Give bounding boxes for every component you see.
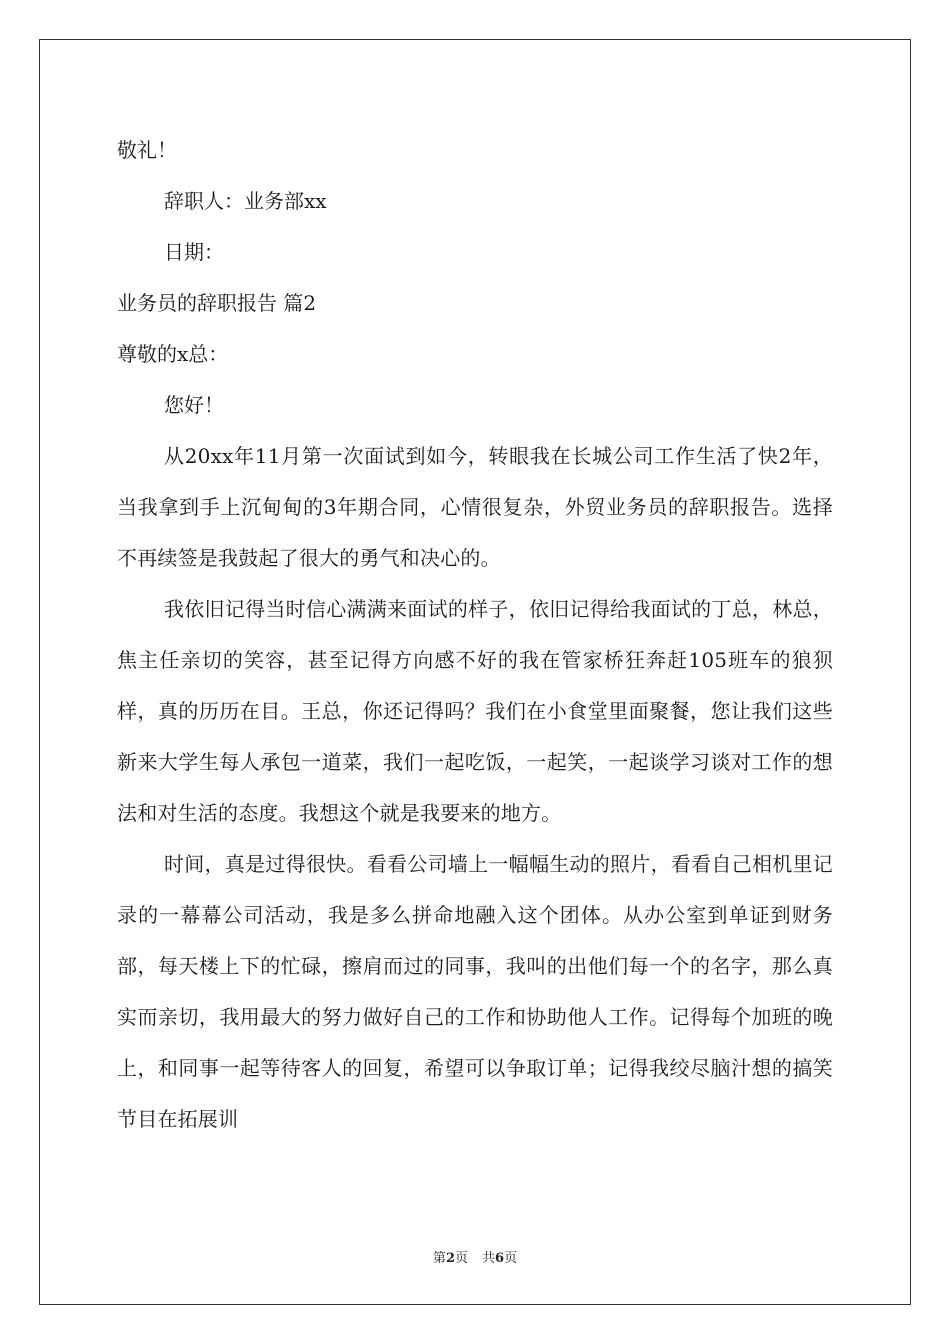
paragraph: 时间，真是过得很快。看看公司墙上一幅幅生动的照片，看看自己相机里记录的一幕幕公司活动，我是多么拼命地融入这个团体。从办公室到单证到财务部，每天楼上下的忙碌，擦肩而过的同事，我叫的出他们每一个的名字，那么真实而亲切，我用最大的努力做好自己的工作和协助他人工作。记得每个加班的晚上，和同事一起等待客人的回复，希望可以争取订单；记得我绞尽脑汁想的搞笑节目在拓展训 [117, 852, 833, 1131]
page-footer [0, 1247, 950, 1266]
page-prefix: 第 [432, 1251, 446, 1266]
paragraph: 从20xx年11月第一次面试到如今，转眼我在长城公司工作生活了快2年，当我拿到手上沉甸甸的3年期合同，心情很复杂，外贸业务员的辞职报告。选择不再续签是我鼓起了很大的勇气和决心的。 [117, 444, 833, 570]
page-total: 6 [495, 1251, 505, 1266]
greeting-line: 您好！ [164, 393, 224, 417]
closing-line: 敬礼！ [117, 138, 177, 162]
page-current: 2 [445, 1251, 455, 1266]
salutation-line: 尊敬的x总： [117, 342, 229, 366]
date-line: 日期： [164, 240, 224, 264]
paragraph: 我依旧记得当时信心满满来面试的样子，依旧记得给我面试的丁总，林总，焦主任亲切的笑容，甚至记得方向感不好的我在管家桥狂奔赶105班车的狼狈样，真的历历在目。王总，你还记得吗？我们在小食堂里面聚餐，您让我们这些新来大学生每人承包一道菜，我们一起吃饭，一起笑，一起谈学习谈对工作的想法和对生活的态度。我想这个就是我要来的地方。 [117, 597, 833, 825]
document-body [117, 125, 833, 1145]
page-suffix: 页 [454, 1251, 468, 1266]
signature-line: 辞职人：业务部xx [164, 189, 327, 213]
section-title: 业务员的辞职报告 篇2 [117, 291, 317, 315]
total-prefix: 共 [482, 1251, 496, 1266]
total-suffix: 页 [504, 1251, 518, 1266]
